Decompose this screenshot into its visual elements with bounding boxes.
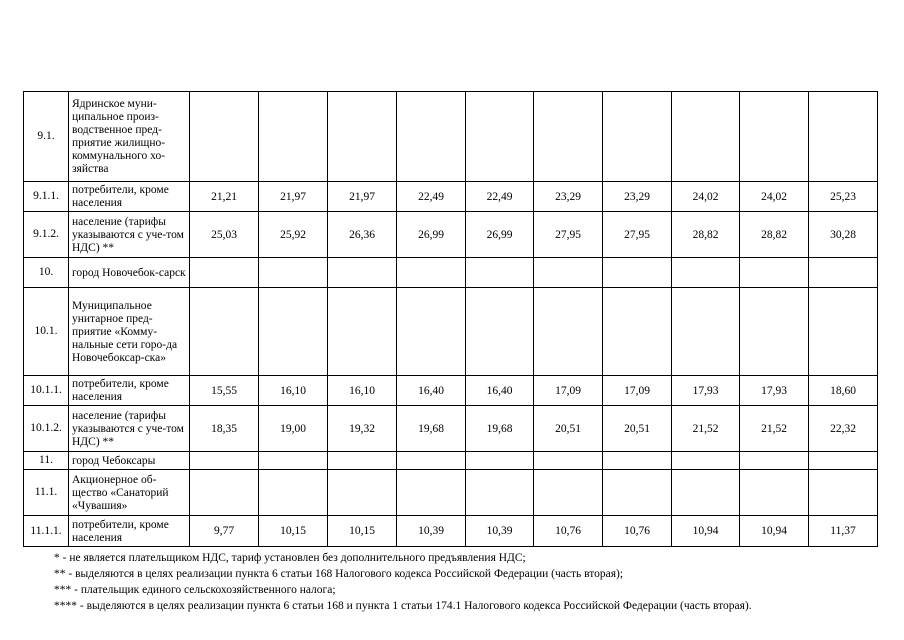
tariff-value-cell — [328, 288, 397, 376]
tariff-value-cell: 18,60 — [809, 376, 878, 406]
tariff-value-cell: 10,76 — [534, 516, 603, 547]
row-number-cell: 9.1.2. — [24, 212, 69, 258]
tariff-value-cell — [190, 452, 259, 470]
tariff-value-cell: 23,29 — [534, 182, 603, 212]
tariff-value-cell: 27,95 — [603, 212, 672, 258]
tariff-value-cell: 19,68 — [466, 406, 534, 452]
tariff-value-cell — [190, 470, 259, 516]
table-row — [24, 92, 878, 182]
tariff-value-cell: 22,49 — [397, 182, 466, 212]
tariff-value-cell: 24,02 — [672, 182, 740, 212]
footnote: *** - плательщик единого сельскохозяйственного налога; — [54, 584, 336, 596]
tariff-value-cell: 25,92 — [259, 212, 328, 258]
tariff-value-cell — [190, 258, 259, 288]
tariff-value-cell — [809, 92, 878, 182]
row-name-cell: город Новочебок-сарск — [69, 258, 190, 288]
table-row — [24, 376, 878, 406]
tariff-value-cell — [809, 452, 878, 470]
tariff-value-cell: 18,35 — [190, 406, 259, 452]
row-number-cell: 11. — [24, 452, 69, 470]
tariff-value-cell — [534, 288, 603, 376]
tariff-value-cell — [672, 452, 740, 470]
tariff-value-cell — [672, 288, 740, 376]
tariff-value-cell — [328, 470, 397, 516]
tariff-value-cell: 10,39 — [466, 516, 534, 547]
tariff-value-cell — [740, 470, 809, 516]
row-name-cell: население (тарифы указываются с уче-том НДС) ** — [69, 212, 190, 258]
tariff-value-cell: 24,02 — [740, 182, 809, 212]
tariff-value-cell — [603, 452, 672, 470]
tariff-value-cell: 15,55 — [190, 376, 259, 406]
tariff-value-cell: 26,99 — [397, 212, 466, 258]
row-name-cell: потребители, кроме населения — [69, 182, 190, 212]
tariff-value-cell — [534, 452, 603, 470]
tariff-value-cell: 16,10 — [328, 376, 397, 406]
tariff-value-cell — [534, 92, 603, 182]
tariff-value-cell — [466, 452, 534, 470]
tariff-value-cell — [672, 92, 740, 182]
tariff-value-cell — [259, 92, 328, 182]
tariff-value-cell: 10,94 — [672, 516, 740, 547]
row-number-cell: 10.1. — [24, 288, 69, 376]
tariff-value-cell — [809, 288, 878, 376]
tariff-value-cell: 16,10 — [259, 376, 328, 406]
tariff-value-cell: 17,93 — [672, 376, 740, 406]
row-name-cell: город Чебоксары — [69, 452, 190, 470]
tariff-value-cell: 22,32 — [809, 406, 878, 452]
row-number-cell: 11.1. — [24, 470, 69, 516]
tariff-value-cell — [672, 470, 740, 516]
tariff-value-cell — [397, 470, 466, 516]
tariff-value-cell: 10,76 — [603, 516, 672, 547]
tariff-value-cell — [740, 258, 809, 288]
row-number-cell: 9.1.1. — [24, 182, 69, 212]
footnote: ** - выделяются в целях реализации пункта 6 статьи 168 Налогового кодекса Российской Федерации (часть вторая); — [54, 568, 624, 580]
tariff-value-cell — [328, 452, 397, 470]
tariff-value-cell: 21,52 — [672, 406, 740, 452]
tariff-value-cell: 11,37 — [809, 516, 878, 547]
tariff-value-cell — [809, 470, 878, 516]
row-number-cell: 10.1.2. — [24, 406, 69, 452]
tariff-value-cell: 21,21 — [190, 182, 259, 212]
table-row — [24, 516, 878, 547]
tariff-value-cell: 25,23 — [809, 182, 878, 212]
footnote: **** - выделяются в целях реализации пункта 6 статьи 168 и пункта 1 статьи 174.1 Налогового кодекса Российской Федерации (часть вторая). — [54, 600, 752, 612]
tariff-value-cell — [740, 92, 809, 182]
tariff-value-cell — [259, 288, 328, 376]
row-number-cell: 10. — [24, 258, 69, 288]
row-name-cell: потребители, кроме населения — [69, 376, 190, 406]
table-row — [24, 470, 878, 516]
tariff-value-cell: 23,29 — [603, 182, 672, 212]
tariff-value-cell — [190, 92, 259, 182]
tariff-value-cell — [466, 288, 534, 376]
tariff-value-cell — [397, 288, 466, 376]
tariff-value-cell: 26,36 — [328, 212, 397, 258]
row-name-cell: Ядринское муни-ципальное произ-водственное пред-приятие жилищно-коммунального хо-зяйства — [69, 92, 190, 182]
tariff-value-cell — [740, 288, 809, 376]
row-name-cell: Акционерное об-щество «Санаторий «Чувашия» — [69, 470, 190, 516]
tariff-value-cell: 26,99 — [466, 212, 534, 258]
tariff-value-cell — [190, 288, 259, 376]
tariff-value-cell — [534, 258, 603, 288]
footnote: * - не является плательщиком НДС, тариф установлен без дополнительного предъявления НДС; — [54, 552, 526, 564]
tariff-value-cell — [259, 470, 328, 516]
tariff-value-cell — [328, 258, 397, 288]
table-row — [24, 452, 878, 470]
tariff-value-cell: 21,52 — [740, 406, 809, 452]
tariff-value-cell: 22,49 — [466, 182, 534, 212]
tariff-value-cell: 28,82 — [740, 212, 809, 258]
row-number-cell: 10.1.1. — [24, 376, 69, 406]
tariff-value-cell: 25,03 — [190, 212, 259, 258]
tariff-value-cell — [397, 452, 466, 470]
row-number-cell: 9.1. — [24, 92, 69, 182]
tariff-value-cell: 19,00 — [259, 406, 328, 452]
tariff-value-cell — [328, 92, 397, 182]
tariff-value-cell: 10,39 — [397, 516, 466, 547]
row-number-cell: 11.1.1. — [24, 516, 69, 547]
tariff-value-cell — [603, 92, 672, 182]
tariff-value-cell: 16,40 — [466, 376, 534, 406]
tariff-value-cell: 10,15 — [259, 516, 328, 547]
tariff-value-cell: 17,09 — [534, 376, 603, 406]
tariff-value-cell — [397, 92, 466, 182]
tariff-value-cell: 27,95 — [534, 212, 603, 258]
tariff-value-cell — [603, 288, 672, 376]
tariff-value-cell — [672, 258, 740, 288]
row-name-cell: потребители, кроме населения — [69, 516, 190, 547]
tariff-value-cell — [259, 452, 328, 470]
tariff-value-cell — [397, 258, 466, 288]
tariff-value-cell: 19,68 — [397, 406, 466, 452]
tariff-value-cell: 21,97 — [328, 182, 397, 212]
tariff-value-cell — [809, 258, 878, 288]
tariff-value-cell: 20,51 — [534, 406, 603, 452]
table-row — [24, 212, 878, 258]
tariff-value-cell: 28,82 — [672, 212, 740, 258]
tariff-value-cell — [603, 258, 672, 288]
tariff-value-cell: 9,77 — [190, 516, 259, 547]
row-name-cell: население (тарифы указываются с уче-том НДС) ** — [69, 406, 190, 452]
table-row — [24, 406, 878, 452]
tariff-value-cell — [740, 452, 809, 470]
tariff-value-cell: 21,97 — [259, 182, 328, 212]
tariff-table — [23, 91, 878, 547]
tariff-value-cell: 30,28 — [809, 212, 878, 258]
tariff-value-cell — [603, 470, 672, 516]
table-row — [24, 288, 878, 376]
tariff-value-cell: 20,51 — [603, 406, 672, 452]
tariff-value-cell — [466, 258, 534, 288]
row-name-cell: Муниципальное унитарное пред-приятие «Комму-нальные сети горо-да Новочебоксар-ска» — [69, 288, 190, 376]
tariff-value-cell: 10,15 — [328, 516, 397, 547]
tariff-value-cell — [259, 258, 328, 288]
tariff-value-cell: 19,32 — [328, 406, 397, 452]
tariff-value-cell — [534, 470, 603, 516]
tariff-value-cell: 17,93 — [740, 376, 809, 406]
tariff-value-cell: 10,94 — [740, 516, 809, 547]
table-row — [24, 182, 878, 212]
tariff-value-cell — [466, 92, 534, 182]
table-row — [24, 258, 878, 288]
tariff-value-cell — [466, 470, 534, 516]
tariff-value-cell: 16,40 — [397, 376, 466, 406]
footnotes — [54, 550, 752, 614]
tariff-value-cell: 17,09 — [603, 376, 672, 406]
